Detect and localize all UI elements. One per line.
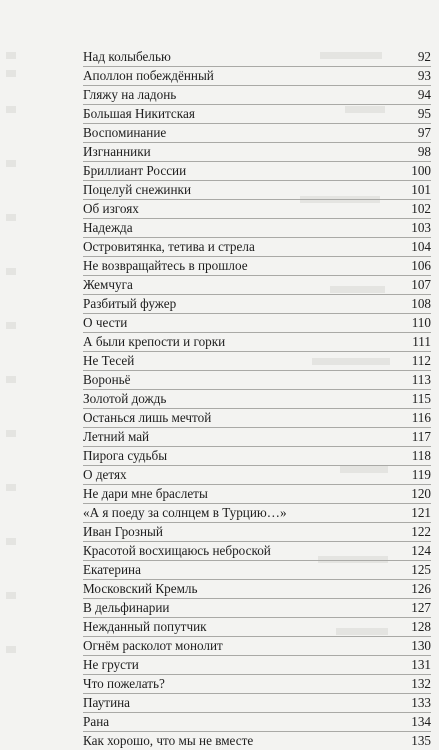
toc-entry-page-number: 128	[411, 619, 431, 634]
toc-entry-page-number: 135	[411, 733, 431, 748]
toc-entry-page-number: 94	[417, 87, 431, 102]
toc-entry	[83, 599, 431, 618]
toc-entry	[83, 504, 431, 523]
toc-entry-title: О детях	[83, 467, 127, 482]
toc-entry-title: В дельфинарии	[83, 600, 170, 615]
toc-entry	[83, 143, 431, 162]
toc-entry	[83, 694, 431, 713]
toc-entry-title: Жемчуга	[83, 277, 133, 292]
toc-entry-title: Не возвращайтесь в прошлое	[83, 258, 248, 273]
toc-entry-title: Нежданный попутчик	[83, 619, 207, 634]
toc-entry-page-number: 119	[411, 467, 431, 482]
toc-entry-page-number: 116	[411, 410, 431, 425]
toc-entry	[83, 200, 431, 219]
toc-entry-page-number: 110	[411, 315, 431, 330]
toc-entry-title: Не дари мне браслеты	[83, 486, 208, 501]
toc-entry-page-number: 93	[417, 68, 431, 83]
toc-entry-title: Рана	[83, 714, 110, 729]
toc-entry-title: Золотой дождь	[83, 391, 167, 406]
toc-entry	[83, 542, 431, 561]
toc-entry-title: Вороньё	[83, 372, 131, 387]
toc-entry	[83, 238, 431, 257]
toc-entry-title: Летний май	[83, 429, 150, 444]
toc-entry	[83, 352, 431, 371]
toc-entry-title: Большая Никитская	[83, 106, 195, 121]
toc-entry-title: Островитянка, тетива и стрела	[83, 239, 255, 254]
toc-entry-page-number: 103	[411, 220, 431, 235]
toc-entry-page-number: 95	[417, 106, 431, 121]
toc-entry	[83, 618, 431, 637]
toc-entry-page-number: 127	[411, 600, 431, 615]
toc-entry	[83, 428, 431, 447]
toc-entry	[83, 713, 431, 732]
toc-entry-page-number: 97	[417, 125, 431, 140]
toc-entry	[83, 580, 431, 599]
toc-entry-title: Бриллиант России	[83, 163, 187, 178]
toc-entry	[83, 295, 431, 314]
toc-entry-title: Екатерина	[83, 562, 141, 577]
toc-entry	[83, 656, 431, 675]
toc-entry	[83, 447, 431, 466]
toc-entry	[83, 637, 431, 656]
toc-entry	[83, 409, 431, 428]
toc-entry-page-number: 100	[411, 163, 431, 178]
toc-entry	[83, 86, 431, 105]
toc-entry	[83, 257, 431, 276]
toc-entry-title: Огнём расколот монолит	[83, 638, 223, 653]
toc-entry-page-number: 112	[411, 353, 431, 368]
toc-entry	[83, 466, 431, 485]
toc-entry-title: Изгнанники	[83, 144, 151, 159]
toc-entry-page-number: 124	[411, 543, 431, 558]
toc-entry-title: «А я поеду за солнцем в Турцию…»	[83, 505, 287, 520]
toc-entry-page-number: 107	[411, 277, 431, 292]
toc-entry-title: Надежда	[83, 220, 133, 235]
toc-entry	[83, 333, 431, 352]
toc-entry	[83, 561, 431, 580]
toc-entry-title: А были крепости и горки	[83, 334, 226, 349]
table-of-contents	[83, 48, 431, 750]
toc-entry-page-number: 111	[412, 334, 431, 349]
toc-entry-title: Останься лишь мечтой	[83, 410, 212, 425]
toc-entry-title: О чести	[83, 315, 128, 330]
toc-entry-page-number: 115	[411, 391, 431, 406]
toc-entry-page-number: 113	[411, 372, 431, 387]
toc-entry-title: Над колыбелью	[83, 49, 171, 64]
toc-entry-title: Аполлон побеждённый	[83, 68, 214, 83]
toc-entry-page-number: 120	[411, 486, 431, 501]
toc-entry-title: Об изгоях	[83, 201, 139, 216]
toc-entry	[83, 181, 431, 200]
toc-entry-page-number: 108	[411, 296, 431, 311]
toc-entry-page-number: 92	[417, 49, 431, 64]
toc-entry	[83, 523, 431, 542]
toc-entry-title: Что пожелать?	[83, 676, 165, 691]
toc-entry-page-number: 131	[411, 657, 431, 672]
toc-entry-title: Поцелуй снежинки	[83, 182, 192, 197]
toc-entry	[83, 276, 431, 295]
toc-entry	[83, 314, 431, 333]
toc-entry	[83, 390, 431, 409]
toc-entry-title: Иван Грозный	[83, 524, 163, 539]
toc-entry-title: Не грусти	[83, 657, 139, 672]
toc-entry-page-number: 104	[411, 239, 431, 254]
toc-entry-page-number: 102	[411, 201, 431, 216]
toc-entry-page-number: 130	[411, 638, 431, 653]
toc-entry-title: Воспоминание	[83, 125, 167, 140]
toc-entry-page-number: 125	[411, 562, 431, 577]
toc-entry-page-number: 126	[411, 581, 431, 596]
toc-entry-page-number: 101	[411, 182, 431, 197]
toc-entry	[83, 219, 431, 238]
toc-entry	[83, 485, 431, 504]
toc-entry	[83, 371, 431, 390]
toc-entry-title: Московский Кремль	[83, 581, 198, 596]
toc-entry-title: Гляжу на ладонь	[83, 87, 177, 102]
toc-entry-title: Пирога судьбы	[83, 448, 168, 463]
toc-entry-page-number: 121	[411, 505, 431, 520]
toc-entry-title: Красотой восхищаюсь неброской	[83, 543, 271, 558]
toc-entry-page-number: 122	[411, 524, 431, 539]
toc-entry-title: Разбитый фужер	[83, 296, 177, 311]
toc-entry-page-number: 117	[411, 429, 431, 444]
toc-entry	[83, 162, 431, 181]
toc-entry	[83, 48, 431, 67]
toc-entry-title: Паутина	[83, 695, 131, 710]
toc-entry-page-number: 118	[411, 448, 431, 463]
toc-entry-page-number: 133	[411, 695, 431, 710]
toc-entry-page-number: 134	[411, 714, 431, 729]
toc-entry-page-number: 132	[411, 676, 431, 691]
toc-entry-title: Как хорошо, что мы не вместе	[83, 733, 254, 748]
toc-entry-page-number: 106	[411, 258, 431, 273]
toc-entry	[83, 124, 431, 143]
toc-entry	[83, 732, 431, 750]
toc-entry	[83, 675, 431, 694]
toc-entry	[83, 67, 431, 86]
toc-entry-page-number: 98	[417, 144, 431, 159]
toc-entry-title: Не Тесей	[83, 353, 135, 368]
toc-entry	[83, 105, 431, 124]
